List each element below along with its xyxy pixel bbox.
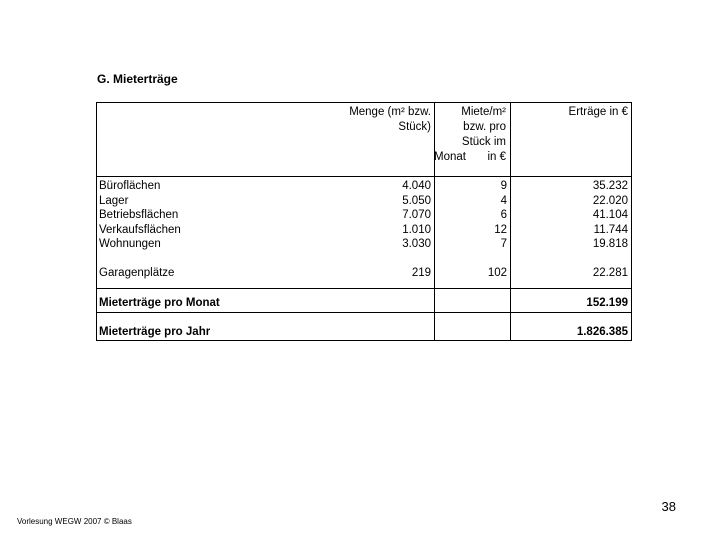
total-yearly-value: 1.826.385	[576, 326, 628, 338]
total-monthly-value: 152.199	[586, 297, 628, 309]
row-miete: 102	[487, 267, 507, 279]
total-monthly-label: Mieterträge pro Monat	[99, 297, 220, 309]
row-label: Garagenplätze	[99, 267, 175, 279]
row-miete: 7	[500, 238, 507, 250]
row-menge: 219	[411, 267, 431, 279]
row-label: Betriebsflächen	[99, 209, 179, 221]
row-menge: 3.030	[402, 238, 431, 250]
row-ertrag: 22.281	[592, 267, 628, 279]
row-ertrag: 11.744	[593, 223, 628, 236]
row-label: Wohnungen	[99, 238, 161, 250]
row-label: Verkaufsflächen	[99, 223, 181, 236]
row-menge: 1.010	[402, 223, 431, 236]
header-divider	[97, 176, 631, 177]
row-miete: 6	[500, 209, 507, 221]
row-ertrag: 22.020	[592, 194, 628, 207]
row-divider	[97, 312, 631, 313]
column-divider	[510, 103, 511, 340]
row-menge: 4.040	[402, 180, 431, 192]
header-menge: Menge (m² bzw. Stück)	[349, 106, 431, 133]
row-miete: 12	[494, 223, 507, 236]
row-miete: 4	[500, 194, 507, 207]
row-label: Büroflächen	[99, 180, 161, 192]
row-menge: 7.070	[402, 209, 431, 221]
header-miete: Miete/m² bzw. pro Stück im Monat in €	[434, 106, 506, 163]
row-miete: 9	[500, 180, 507, 192]
footer-text: Vorlesung WEGW 2007 © Blaas	[17, 517, 132, 526]
row-ertrag: 41.104	[592, 209, 628, 221]
total-yearly-label: Mieterträge pro Jahr	[99, 326, 211, 338]
page-title: G. Mieterträge	[97, 72, 178, 86]
page-number: 38	[661, 499, 676, 514]
row-menge: 5.050	[402, 194, 431, 207]
rental-income-table	[96, 102, 632, 341]
header-ertraege: Erträge in €	[568, 106, 628, 118]
row-label: Lager	[99, 194, 129, 207]
row-ertrag: 35.232	[592, 180, 628, 192]
row-divider	[97, 288, 631, 289]
row-ertrag: 19.818	[592, 238, 628, 250]
